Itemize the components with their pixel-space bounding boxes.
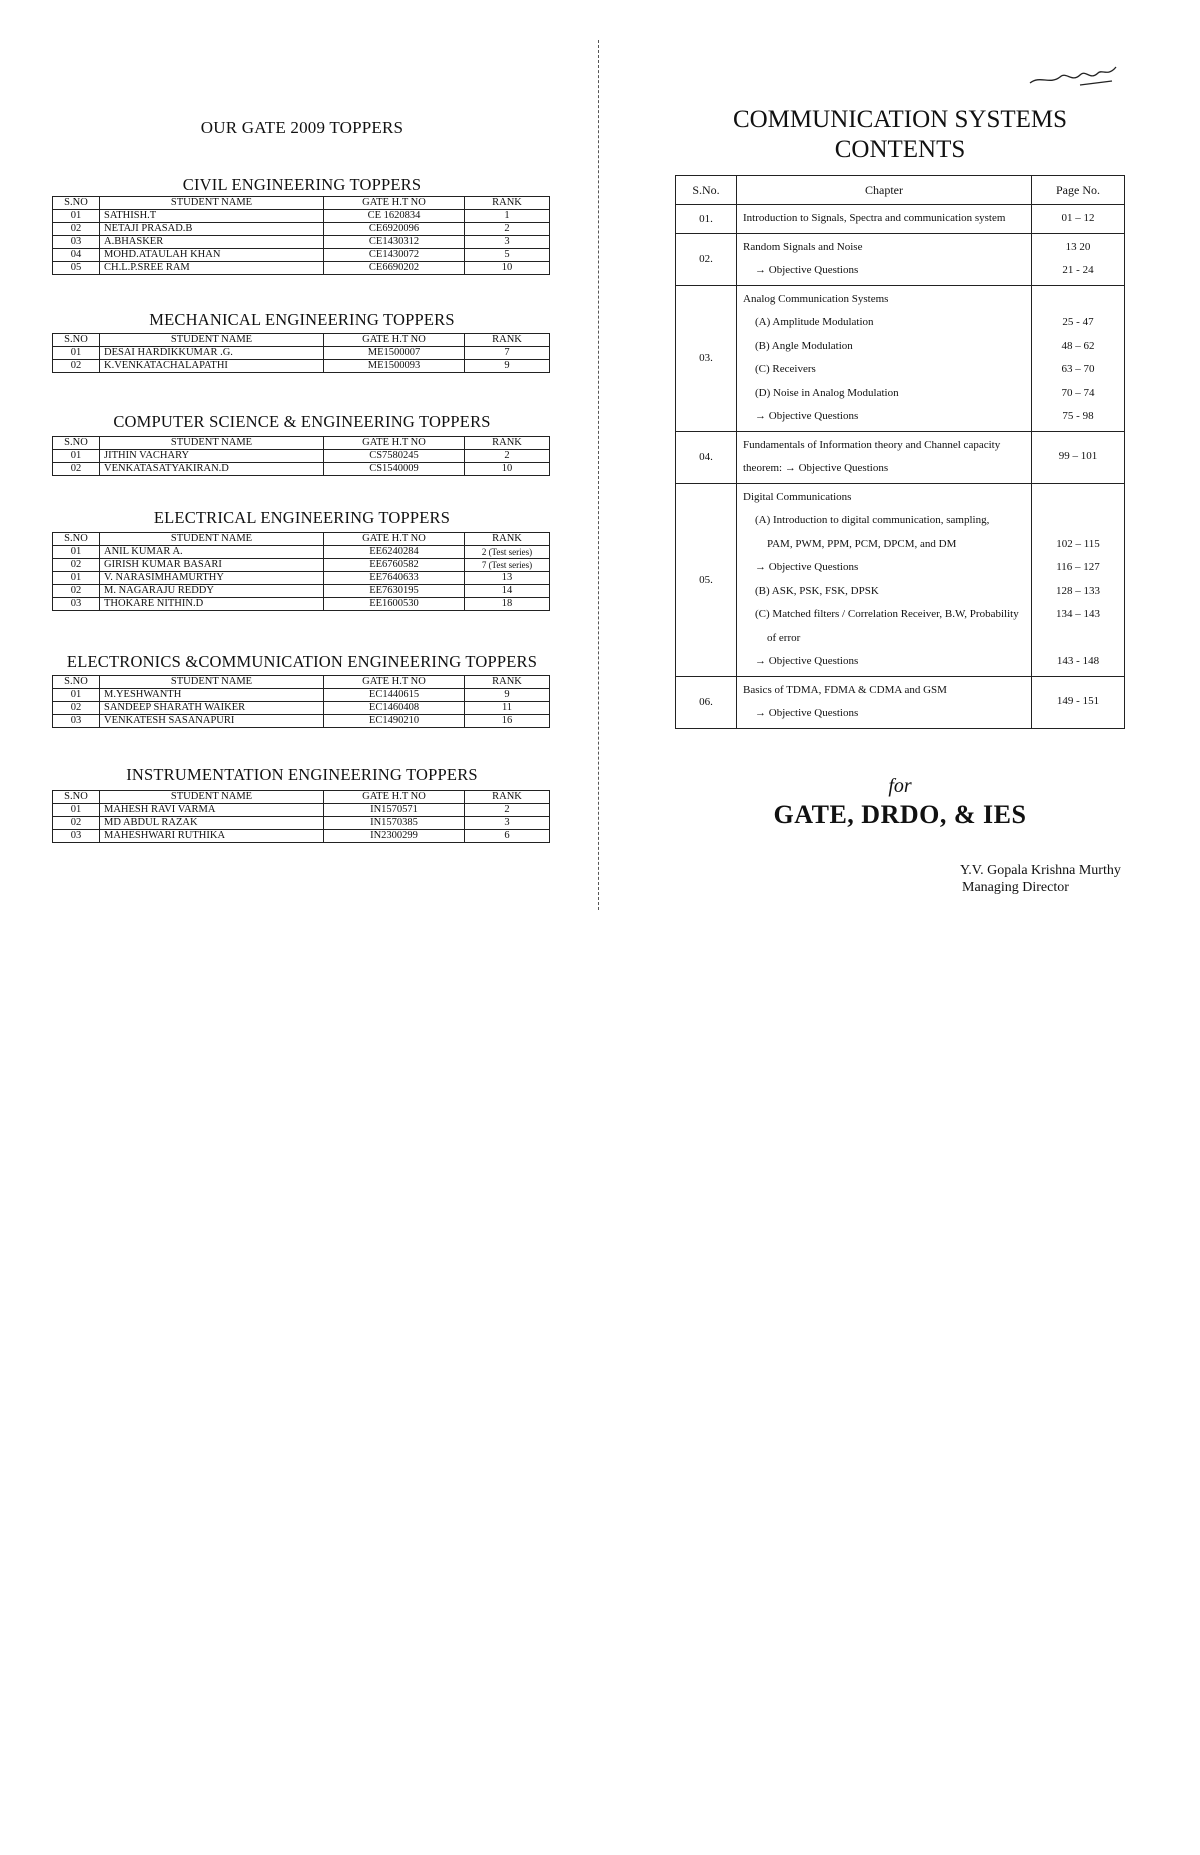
page-range: 48 – 62 [1061,339,1095,352]
gate-header: GATE H.T NO [324,676,465,689]
page-cell [1032,205,1125,234]
chapter-line: (A) Introduction to digital communication, sampling, [755,514,990,526]
table-row [53,236,550,249]
sno-cell: 02 [53,817,100,830]
page-range: 01 – 12 [1061,212,1095,224]
rank-header: RANK [465,437,550,450]
name-header: STUDENT NAME [100,334,324,347]
chapter-line: → Objective Questions [755,264,859,276]
page-range: 25 - 47 [1062,316,1094,328]
table-header-row [53,533,550,546]
name-cell: M. NAGARAJU REDDY [100,585,324,598]
hall-ticket-cell: EC1490210 [324,715,465,728]
page-range: 13 20 [1065,240,1091,253]
page-header: Page No. [1032,176,1125,205]
sno-header: S.NO [53,791,100,804]
sno-cell: 04 [53,249,100,262]
table-row [53,210,550,223]
contents-row [676,431,1125,483]
sno-cell: 01 [53,804,100,817]
toppers-table [52,532,550,611]
chapter-line: Introduction to Signals, Spectra and communication system [743,212,1006,224]
chapter-line: of error [767,631,801,644]
hall-ticket-cell: CE6920096 [324,223,465,236]
sno-cell: 01 [53,347,100,360]
contents-table [675,175,1125,729]
name-cell: MAHESHWARI RUTHIKA [100,830,324,843]
section-title: COMPUTER SCIENCE & ENGINEERING TOPPERS [113,412,491,431]
sno-header: S.NO [53,334,100,347]
hall-ticket-cell: EC1440615 [324,689,465,702]
name-cell: MOHD.ATAULAH KHAN [100,249,324,262]
name-cell: MD ABDUL RAZAK [100,817,324,830]
rank-cell: 13 [465,572,550,585]
chapter-cell [737,431,1032,483]
chapter-line: (C) Matched filters / Correlation Receiver, B.W, Probability [755,608,1019,620]
table-row [53,689,550,702]
rank-cell: 2 (Test series) [465,546,550,559]
name-header: STUDENT NAME [100,676,324,689]
chapter-line: → Objective Questions [755,561,859,573]
rank-cell: 7 [465,347,550,360]
page-range: 149 - 151 [1056,695,1100,708]
sno-header: S.NO [53,437,100,450]
name-cell: VENKATASATYAKIRAN.D [100,463,324,476]
rank-cell: 5 [465,249,550,262]
table-row [53,804,550,817]
sno-cell: 02 [53,463,100,476]
chapter-line: (B) ASK, PSK, FSK, DPSK [755,584,879,597]
chapter-cell [737,483,1032,676]
rank-cell: 9 [465,689,550,702]
table-row [53,223,550,236]
name-cell: M.YESHWANTH [100,689,324,702]
sno-cell: 02 [53,360,100,373]
sno-header: S.No. [676,176,737,205]
page-range [1033,288,1123,312]
page-range [1033,486,1123,510]
hall-ticket-cell: ME1500007 [324,347,465,360]
gate-header: GATE H.T NO [324,334,465,347]
contents-title: CONTENTS [834,136,966,163]
sno-header: S.NO [53,197,100,210]
page-range: 63 – 70 [1061,363,1095,375]
table-header-row [53,437,550,450]
name-cell: SATHISH.T [100,210,324,223]
page-cell [1032,483,1125,676]
table-row [53,262,550,275]
rank-cell: 14 [465,585,550,598]
page-range [1033,627,1123,651]
rank-cell: 7 (Test series) [465,559,550,572]
name-cell: GIRISH KUMAR BASARI [100,559,324,572]
chapter-line: (B) Angle Modulation [755,339,853,352]
contents-row [676,676,1125,728]
exams-title: GATE, DRDO, & IES [773,800,1027,829]
toppers-table [52,196,550,275]
name-cell: THOKARE NITHIN.D [100,598,324,611]
rank-cell: 3 [465,236,550,249]
sno-cell: 05 [53,262,100,275]
sno-cell: 03 [53,236,100,249]
author-role: Managing Director [962,880,1069,895]
table-row [53,598,550,611]
name-cell: A.BHASKER [100,236,324,249]
name-cell: DESAI HARDIKKUMAR .G. [100,347,324,360]
section-title: ELECTRICAL ENGINEERING TOPPERS [153,508,451,527]
section-title: MECHANICAL ENGINEERING TOPPERS [149,310,455,329]
rank-cell: 2 [465,450,550,463]
rank-header: RANK [465,791,550,804]
hall-ticket-cell: CS7580245 [324,450,465,463]
toppers-page [0,0,600,1000]
chapter-line: → Objective Questions [755,707,859,719]
chapter-line: (D) Noise in Analog Modulation [755,386,899,399]
chapter-cell [737,233,1032,285]
contents-row [676,205,1125,234]
sno-cell: 01 [53,689,100,702]
chapter-number: 03. [676,285,737,431]
name-cell: V. NARASIMHAMURTHY [100,572,324,585]
author-name: Y.V. Gopala Krishna Murthy [960,863,1121,878]
table-row [53,559,550,572]
section-title: INSTRUMENTATION ENGINEERING TOPPERS [126,765,478,784]
hall-ticket-cell: EC1460408 [324,702,465,715]
name-cell: JITHIN VACHARY [100,450,324,463]
table-header-row [53,676,550,689]
table-header-row [53,334,550,347]
hall-ticket-cell: IN2300299 [324,830,465,843]
rank-cell: 1 [465,210,550,223]
chapter-cell [737,205,1032,234]
sno-cell: 01 [53,210,100,223]
page-cell [1032,233,1125,285]
toppers-table [52,333,550,373]
hall-ticket-cell: EE6240284 [324,546,465,559]
gate-header: GATE H.T NO [324,791,465,804]
hall-ticket-cell: CS1540009 [324,463,465,476]
sno-cell: 02 [53,223,100,236]
name-cell: VENKATESH SASANAPURI [100,715,324,728]
gate-header: GATE H.T NO [324,197,465,210]
name-header: STUDENT NAME [100,533,324,546]
gate-header: GATE H.T NO [324,533,465,546]
hall-ticket-cell: CE6690202 [324,262,465,275]
chapter-line: Basics of TDMA, FDMA & CDMA and GSM [743,683,947,696]
chapter-number: 06. [676,676,737,728]
contents-header-row [676,176,1125,205]
table-row [53,450,550,463]
hall-ticket-cell: EE7640633 [324,572,465,585]
sno-cell: 03 [53,830,100,843]
toppers-table [52,675,550,728]
rank-cell: 10 [465,262,550,275]
sno-header: S.NO [53,676,100,689]
rank-header: RANK [465,676,550,689]
page-range: 21 - 24 [1062,264,1094,276]
rank-cell: 18 [465,598,550,611]
chapter-line: → Objective Questions [755,655,859,667]
sno-cell: 01 [53,450,100,463]
page-cell [1032,431,1125,483]
chapter-header: Chapter [737,176,1032,205]
hall-ticket-cell: IN1570385 [324,817,465,830]
contents-row [676,233,1125,285]
page-range: 102 – 115 [1056,537,1100,550]
page-cell [1032,676,1125,728]
author-block [960,862,1121,896]
chapter-cell [737,285,1032,431]
table-row [53,249,550,262]
table-header-row [53,197,550,210]
page-range [1033,509,1123,533]
sno-cell: 01 [53,572,100,585]
name-cell: ANIL KUMAR A. [100,546,324,559]
name-cell: MAHESH RAVI VARMA [100,804,324,817]
rank-cell: 11 [465,702,550,715]
page-cell [1032,285,1125,431]
page-divider [598,40,599,910]
chapter-line: theorem: → Objective Questions [743,462,889,474]
sno-cell: 02 [53,702,100,715]
hall-ticket-cell: EE7630195 [324,585,465,598]
subject-title: COMMUNICATION SYSTEMS [732,106,1068,133]
chapter-number: 05. [676,483,737,676]
name-header: STUDENT NAME [100,791,324,804]
chapter-number: 01. [676,205,737,234]
table-row [53,463,550,476]
chapter-line: Random Signals and Noise [743,240,863,253]
chapter-line: → Objective Questions [755,410,859,422]
table-row [53,572,550,585]
chapter-line: Digital Communications [743,490,852,503]
rank-cell: 2 [465,223,550,236]
hall-ticket-cell: CE1430312 [324,236,465,249]
chapter-line: Fundamentals of Information theory and Channel capacity [743,438,1001,451]
rank-cell: 9 [465,360,550,373]
chapter-line: Analog Communication Systems [743,292,889,305]
hall-ticket-cell: EE6760582 [324,559,465,572]
section-title: CIVIL ENGINEERING TOPPERS [182,175,422,194]
section-title: ELECTRONICS &COMMUNICATION ENGINEERING TOPPERS [66,652,538,671]
hall-ticket-cell: ME1500093 [324,360,465,373]
rank-header: RANK [465,533,550,546]
page-range: 143 - 148 [1056,655,1100,667]
hall-ticket-cell: CE 1620834 [324,210,465,223]
rank-header: RANK [465,197,550,210]
name-header: STUDENT NAME [100,197,324,210]
sno-cell: 03 [53,598,100,611]
name-header: STUDENT NAME [100,437,324,450]
page-range: 128 – 133 [1056,584,1100,597]
sno-cell: 03 [53,715,100,728]
table-row [53,702,550,715]
sno-cell: 02 [53,559,100,572]
hall-ticket-cell: IN1570571 [324,804,465,817]
page-range: 116 – 127 [1056,561,1100,573]
table-row [53,546,550,559]
contents-row [676,285,1125,431]
table-row [53,360,550,373]
chapter-line: (C) Receivers [755,363,816,375]
name-cell: NETAJI PRASAD.B [100,223,324,236]
page-range: 134 – 143 [1056,608,1100,620]
sno-cell: 01 [53,546,100,559]
contents-page [600,0,1200,1000]
name-cell: K.VENKATACHALAPATHI [100,360,324,373]
rank-header: RANK [465,334,550,347]
table-row [53,585,550,598]
name-cell: CH.L.P.SREE RAM [100,262,324,275]
for-text: for [888,775,912,797]
rank-cell: 3 [465,817,550,830]
contents-row [676,483,1125,676]
hall-ticket-cell: CE1430072 [324,249,465,262]
rank-cell: 10 [465,463,550,476]
signature-icon [1020,55,1130,95]
table-row [53,347,550,360]
chapter-line: (A) Amplitude Modulation [755,316,874,328]
table-row [53,715,550,728]
chapter-number: 04. [676,431,737,483]
rank-cell: 6 [465,830,550,843]
toppers-table [52,436,550,476]
gate-header: GATE H.T NO [324,437,465,450]
table-row [53,817,550,830]
page-range: 75 - 98 [1062,410,1094,422]
toppers-title: OUR GATE 2009 TOPPERS [200,118,404,137]
sno-cell: 02 [53,585,100,598]
chapter-line: PAM, PWM, PPM, PCM, DPCM, and DM [767,537,957,550]
name-cell: SANDEEP SHARATH WAIKER [100,702,324,715]
table-header-row [53,791,550,804]
sno-header: S.NO [53,533,100,546]
page-range: 70 – 74 [1061,386,1095,399]
hall-ticket-cell: EE1600530 [324,598,465,611]
rank-cell: 16 [465,715,550,728]
table-row [53,830,550,843]
rank-cell: 2 [465,804,550,817]
chapter-number: 02. [676,233,737,285]
page-range: 99 – 101 [1058,450,1098,463]
chapter-cell [737,676,1032,728]
toppers-table [52,790,550,843]
